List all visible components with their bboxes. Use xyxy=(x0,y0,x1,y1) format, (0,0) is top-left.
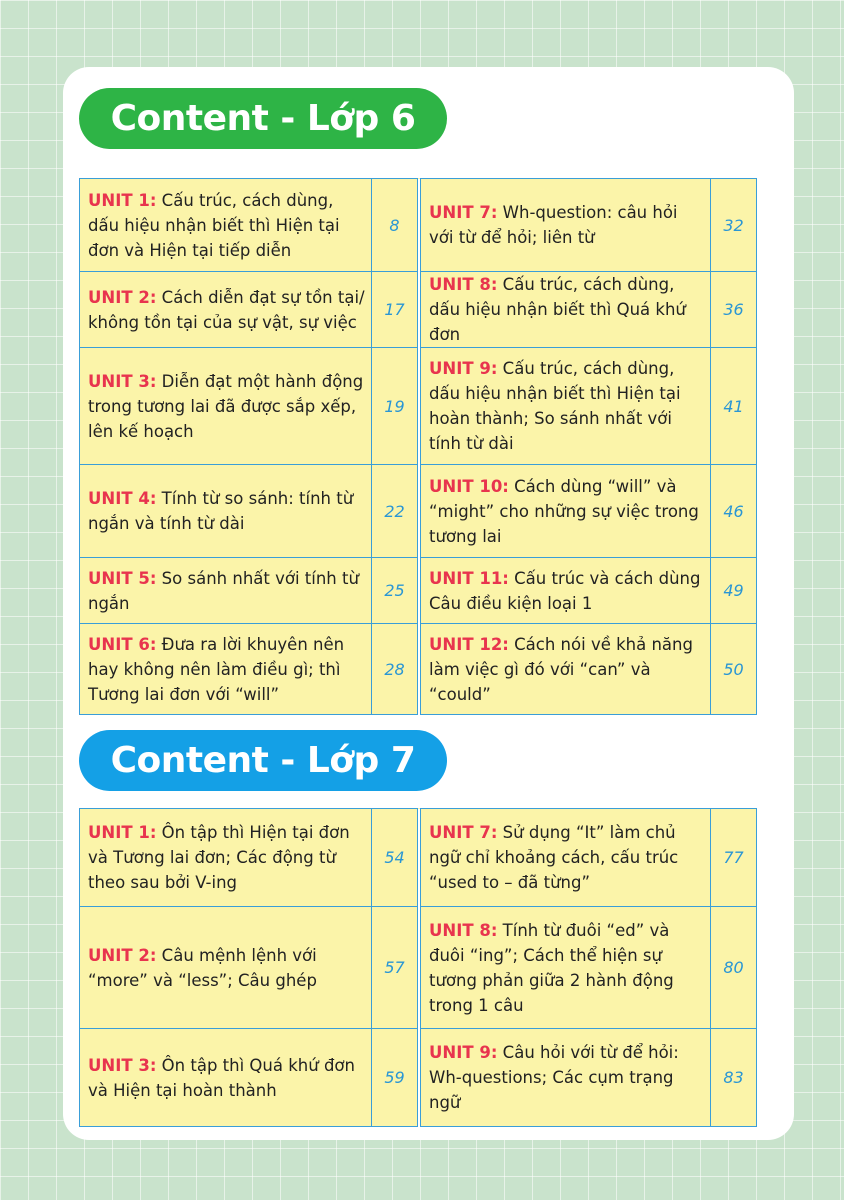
grade6-heading: Content - Lớp 6 xyxy=(79,88,447,149)
unit-label: UNIT 11: xyxy=(429,568,509,588)
page-number[interactable]: 41 xyxy=(711,348,757,465)
page-number[interactable]: 80 xyxy=(711,907,757,1029)
page-number[interactable]: 49 xyxy=(711,558,757,624)
page-number[interactable]: 22 xyxy=(372,465,418,558)
unit-label: UNIT 1: xyxy=(88,823,157,842)
page-number[interactable]: 19 xyxy=(372,348,418,465)
unit-description: Cách nói về khả năng làm việc gì đó với “can” và “could” xyxy=(429,634,693,704)
toc-entry[interactable] xyxy=(80,809,372,907)
unit-label: UNIT 7: xyxy=(429,823,498,842)
unit-label: UNIT 1: xyxy=(88,190,157,210)
toc-entry[interactable] xyxy=(80,465,372,558)
toc-row xyxy=(80,1029,757,1127)
page-number[interactable]: 57 xyxy=(372,907,418,1029)
unit-description: Đưa ra lời khuyên nên hay không nên làm điều gì; thì Tương lai đơn với “will” xyxy=(88,634,345,704)
page-number[interactable]: 83 xyxy=(711,1029,757,1127)
unit-label: UNIT 3: xyxy=(88,371,157,391)
toc-entry[interactable] xyxy=(80,1029,372,1127)
toc-row xyxy=(80,624,757,715)
unit-label: UNIT 2: xyxy=(88,945,157,965)
page-number[interactable]: 59 xyxy=(372,1029,418,1127)
toc-entry[interactable] xyxy=(80,272,372,348)
toc-entry[interactable] xyxy=(80,179,372,272)
toc-entry[interactable] xyxy=(421,348,711,465)
unit-description: Cấu trúc, cách dùng, dấu hiệu nhận biết thì Hiện tại đơn và Hiện tại tiếp diễn xyxy=(88,190,340,260)
unit-description: Wh-question: câu hỏi với từ để hỏi; liên từ xyxy=(429,203,678,247)
page-number[interactable]: 28 xyxy=(372,624,418,715)
toc-row xyxy=(80,465,757,558)
toc-row xyxy=(80,907,757,1029)
unit-description: Câu mệnh lệnh với “more” và “less”; Câu ghép xyxy=(88,945,317,990)
toc-row xyxy=(80,272,757,348)
unit-label: UNIT 3: xyxy=(88,1055,157,1075)
unit-description: Cấu trúc, cách dùng, dấu hiệu nhận biết thì Hiện tại hoàn thành; So sánh nhất với tính từ dài xyxy=(429,359,681,453)
page-number[interactable]: 77 xyxy=(711,809,757,907)
unit-description: Cấu trúc và cách dùng Câu điều kiện loại 1 xyxy=(429,568,701,613)
unit-label: UNIT 8: xyxy=(429,920,498,940)
grade7-heading: Content - Lớp 7 xyxy=(79,730,447,791)
unit-description: Câu hỏi với từ để hỏi: Wh-questions; Các cụm trạng ngữ xyxy=(429,1043,679,1112)
unit-description: Cách dùng “will” và “might” cho những sự việc trong tương lai xyxy=(429,476,699,546)
unit-label: UNIT 2: xyxy=(88,287,157,307)
toc-entry[interactable] xyxy=(421,558,711,624)
unit-label: UNIT 7: xyxy=(429,203,498,222)
toc-entry[interactable] xyxy=(421,624,711,715)
page-number[interactable]: 17 xyxy=(372,272,418,348)
toc-entry[interactable] xyxy=(421,907,711,1029)
page-number[interactable]: 46 xyxy=(711,465,757,558)
unit-description: Ôn tập thì Quá khứ đơn và Hiện tại hoàn thành xyxy=(88,1055,355,1100)
unit-label: UNIT 8: xyxy=(429,275,498,294)
page-number[interactable]: 36 xyxy=(711,272,757,348)
page-number[interactable]: 25 xyxy=(372,558,418,624)
unit-description: Sử dụng “It” làm chủ ngữ chỉ khoảng cách, cấu trúc “used to – đã từng” xyxy=(429,823,679,892)
unit-description: Tính từ so sánh: tính từ ngắn và tính từ dài xyxy=(88,489,354,533)
unit-description: Diễn đạt một hành động trong tương lai đã được sắp xếp, lên kế hoạch xyxy=(88,371,364,441)
toc-entry[interactable] xyxy=(421,465,711,558)
toc-entry[interactable] xyxy=(421,1029,711,1127)
unit-description: Cách diễn đạt sự tồn tại/ không tồn tại của sự vật, sự việc xyxy=(88,287,365,332)
toc-entry[interactable] xyxy=(80,348,372,465)
unit-label: UNIT 9: xyxy=(429,1043,498,1062)
unit-description: Cấu trúc, cách dùng, dấu hiệu nhận biết thì Quá khứ đơn xyxy=(429,275,686,344)
toc-entry[interactable] xyxy=(421,272,711,348)
grade6-toc-table xyxy=(79,178,757,715)
toc-row xyxy=(80,179,757,272)
unit-description: Tính từ đuôi “ed” và đuôi “ing”; Cách thể hiện sự tương phản giữa 2 hành động trong 1 câu xyxy=(429,920,674,1015)
toc-row xyxy=(80,809,757,907)
unit-label: UNIT 5: xyxy=(88,568,157,588)
toc-row xyxy=(80,558,757,624)
toc-row xyxy=(80,348,757,465)
toc-entry[interactable] xyxy=(421,179,711,272)
unit-description: Ôn tập thì Hiện tại đơn và Tương lai đơn; Các động từ theo sau bởi V-ing xyxy=(88,823,350,892)
toc-entry[interactable] xyxy=(80,624,372,715)
unit-label: UNIT 10: xyxy=(429,476,509,496)
unit-label: UNIT 4: xyxy=(88,489,157,508)
page-number[interactable]: 32 xyxy=(711,179,757,272)
unit-label: UNIT 9: xyxy=(429,359,498,378)
unit-description: So sánh nhất với tính từ ngắn xyxy=(88,568,359,613)
toc-entry[interactable] xyxy=(421,809,711,907)
page-number[interactable]: 50 xyxy=(711,624,757,715)
toc-entry[interactable] xyxy=(80,558,372,624)
unit-label: UNIT 12: xyxy=(429,634,509,654)
page-number[interactable]: 8 xyxy=(372,179,418,272)
unit-label: UNIT 6: xyxy=(88,634,157,654)
page-number[interactable]: 54 xyxy=(372,809,418,907)
toc-entry[interactable] xyxy=(80,907,372,1029)
grade7-toc-table xyxy=(79,808,757,1127)
